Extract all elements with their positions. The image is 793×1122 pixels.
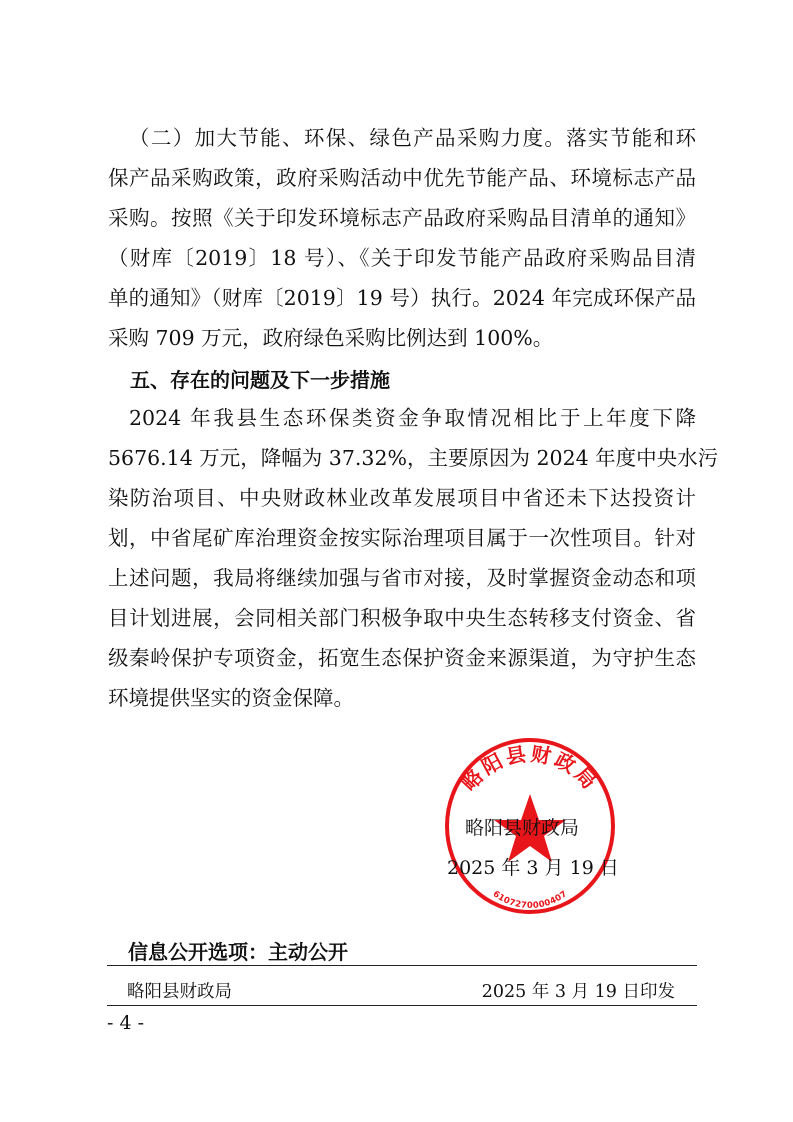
divider bbox=[107, 965, 697, 966]
text-line: 染防治项目、中央财政林业改革发展项目中省还未下达投资计 bbox=[108, 486, 696, 510]
page-number: - 4 - bbox=[107, 1012, 145, 1034]
seal-code: 6107270000407 bbox=[490, 889, 570, 911]
text-line: 采购。按照《关于印发环境标志产品政府采购品目清单的通知》 bbox=[108, 206, 696, 230]
text-line: 保产品采购政策，政府采购活动中优先节能产品、环境标志产品 bbox=[108, 166, 696, 190]
text-line: 5676.14 万元，降幅为 37.32%，主要原因为 2024 年度中央水污 bbox=[108, 446, 719, 470]
text-line: 划，中省尾矿库治理资金按实际治理项目属于一次性项目。针对 bbox=[108, 526, 696, 550]
text-line: 2024 年我县生态环保类资金争取情况相比于上年度下降 bbox=[129, 406, 696, 430]
text-line: 单的通知》（财库〔2019〕19 号）执行。2024 年完成环保产品 bbox=[108, 286, 696, 310]
seal-text: 略阳县财政局 bbox=[456, 741, 604, 796]
divider bbox=[107, 1005, 697, 1006]
text-line: 上述问题，我局将继续加强与省市对接，及时掌握资金动态和项 bbox=[108, 566, 696, 590]
signature-date: 2025 年 3 月 19 日 bbox=[447, 857, 619, 879]
text-line: 采购 709 万元，政府绿色采购比例达到 100%。 bbox=[108, 326, 554, 350]
section-heading: 五、存在的问题及下一步措施 bbox=[130, 368, 390, 392]
text-line: 目计划进展，会同相关部门积极争取中央生态转移支付资金、省 bbox=[108, 606, 696, 630]
text-line: （二）加大节能、环保、绿色产品采购力度。落实节能和环 bbox=[129, 126, 696, 150]
footer-issue-date: 2025 年 3 月 19 日印发 bbox=[481, 982, 675, 1002]
signature-org: 略阳县财政局 bbox=[465, 817, 580, 839]
disclosure-option: 信息公开选项：主动公开 bbox=[128, 940, 348, 964]
text-line: （财库〔2019〕18 号）、《关于印发节能产品政府采购品目清 bbox=[108, 246, 696, 270]
text-line: 环境提供坚实的资金保障。 bbox=[108, 686, 354, 710]
text-line: 级秦岭保护专项资金，拓宽生态保护资金来源渠道，为守护生态 bbox=[108, 646, 696, 670]
footer-issuer: 略阳县财政局 bbox=[127, 982, 232, 1002]
